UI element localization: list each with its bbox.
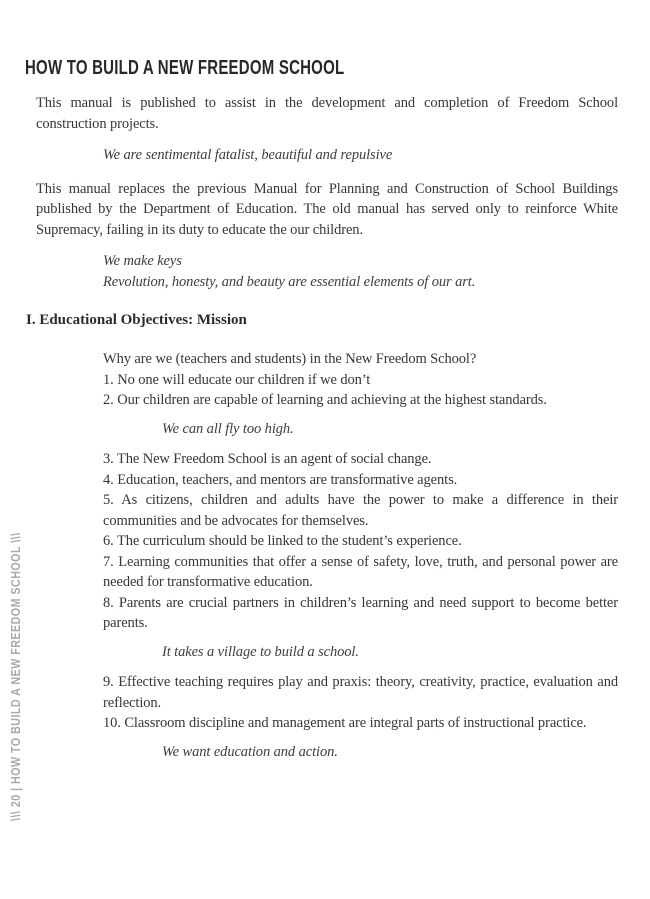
quote-we-make-keys <box>103 251 618 292</box>
mission-question: Why are we (teachers and students) in the New Freedom School? <box>103 351 477 367</box>
objectives-list-1-2 <box>103 370 618 411</box>
page-edge-tab-label: \\\ 20 | HOW TO BUILD A NEW FREEDOM SCHOOL \\\ <box>8 532 23 821</box>
page-title <box>25 57 650 79</box>
quote-sentimental: We are sentimental fatalist, beautiful and repulsive <box>103 147 393 163</box>
list-item: 1. No one will educate our children if we don’t <box>103 371 371 388</box>
section-heading-educational-objectives: I. Educational Objectives: Mission <box>26 312 247 328</box>
list-item: 3. The New Freedom School is an agent of social change. <box>103 451 432 467</box>
document-page <box>0 57 650 899</box>
list-item: 9. Effective teaching requires play and praxis: theory, creativity, practice, evaluation and reflection. <box>103 674 618 711</box>
list-item: 7. Learning communities that offer a sense of safety, love, truth, and personal power are needed for transformative education. <box>103 553 618 590</box>
list-item: 5. As citizens, children and adults have the power to make a difference in their communities and be advocates for themselves. <box>103 492 618 529</box>
quote-takes-a-village: It takes a village to build a school. <box>162 643 359 660</box>
mission-block <box>103 349 618 762</box>
document-body <box>26 93 618 762</box>
quote-line: We make keys <box>103 253 182 269</box>
objectives-list-3-8 <box>103 449 618 634</box>
objectives-list-9-10 <box>103 672 618 734</box>
quote-education-and-action: We want education and action. <box>162 743 338 760</box>
paragraph-intro: This manual is published to assist in the development and completion of Freedom School construction projects. <box>36 95 618 132</box>
list-item: 2. Our children are capable of learning and achieving at the highest standards. <box>103 392 547 408</box>
page-title-text: HOW TO BUILD A NEW FREEDOM SCHOOL <box>25 57 345 79</box>
paragraph-replaces-manual: This manual replaces the previous Manual for Planning and Construction of School Buildings published by the Department of Education. The old manual has served only to reinforce White Supremacy, failing in its duty to educate the our children. <box>36 180 618 238</box>
quote-line: Revolution, honesty, and beauty are essential elements of our art. <box>103 273 476 290</box>
quote-fly-too-high: We can all fly too high. <box>162 420 294 437</box>
list-item: 8. Parents are crucial partners in children’s learning and need support to become better parents. <box>103 594 618 631</box>
list-item: 10. Classroom discipline and management are integral parts of instructional practice. <box>103 715 587 731</box>
page-edge-tab <box>8 491 23 821</box>
list-item: 4. Education, teachers, and mentors are transformative agents. <box>103 471 458 488</box>
list-item: 6. The curriculum should be linked to the student’s experience. <box>103 533 462 549</box>
